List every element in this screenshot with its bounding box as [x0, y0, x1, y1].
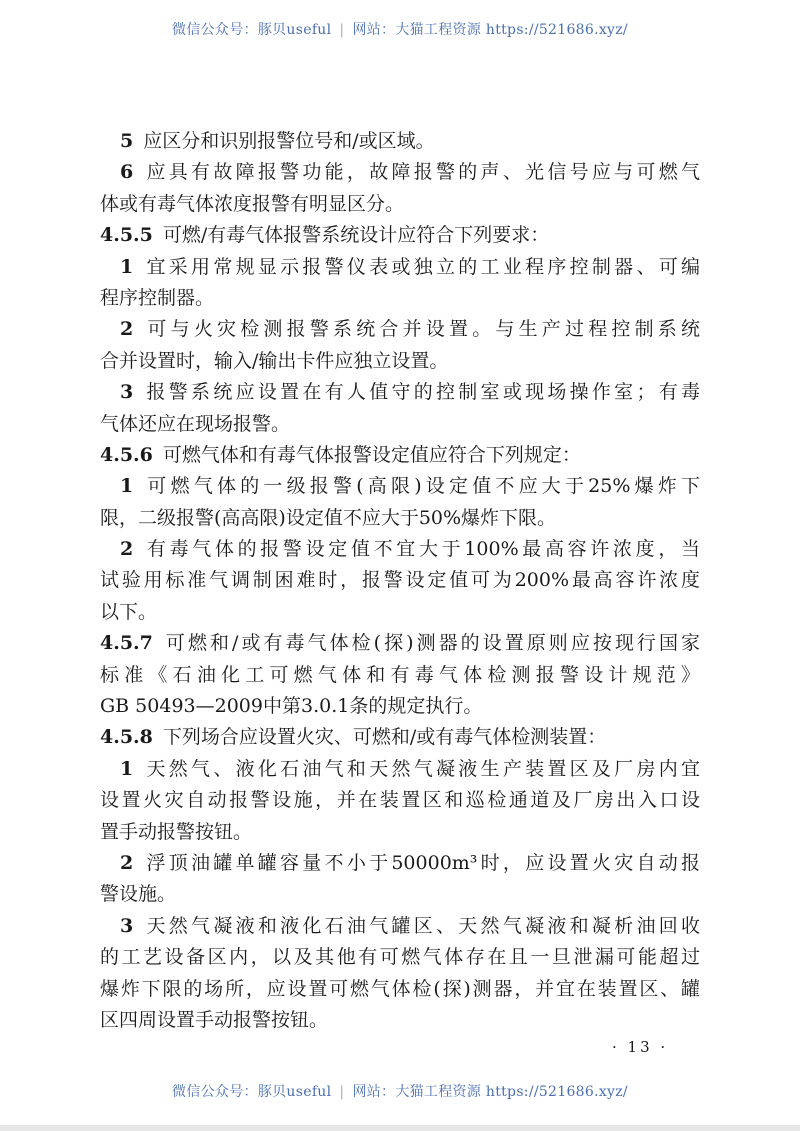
list-item: [100, 157, 700, 220]
watermark-top: [0, 19, 800, 39]
text-line: [100, 911, 700, 942]
text-line: [100, 565, 700, 596]
clause-number: 1: [120, 757, 134, 780]
line-text: 应区分和识别报警位号和/或区域。: [143, 130, 435, 152]
list-item: [100, 471, 700, 534]
line-text: 可燃气体和有毒气体报警设定值应符合下列规定：: [162, 443, 581, 466]
text-line: [100, 314, 700, 345]
list-item: [100, 377, 700, 440]
clause-number: 2: [120, 851, 134, 874]
line-text: 体或有毒气体浓度报警有明显区分。: [100, 192, 405, 215]
text-line: [100, 126, 700, 157]
text-line: [100, 157, 700, 188]
line-text: 警设施。: [100, 883, 177, 906]
line-text: 有毒气体的报警设定值不宜大于100%最高容许浓度，当: [143, 538, 700, 561]
clause: [100, 220, 700, 251]
clause: [100, 628, 700, 722]
watermark-separator: |: [339, 22, 345, 38]
list-item: [100, 911, 700, 1037]
line-text: 标准《石油化工可燃气体和有毒气体检测报警设计规范》: [100, 663, 700, 686]
clause-number: 4.5.6: [100, 443, 153, 466]
text-line: [100, 660, 700, 691]
list-item: [100, 848, 700, 911]
watermark-separator: |: [339, 1084, 345, 1100]
line-text: 应具有故障报警功能，故障报警的声、光信号应与可燃气: [143, 161, 700, 184]
clause: [100, 722, 700, 753]
list-item: [100, 754, 700, 848]
clause-number: 5: [120, 130, 134, 152]
line-text: GB 50493—2009中第3.0.1条的规定执行。: [100, 695, 483, 718]
clause-number: 2: [120, 538, 134, 561]
text-line: [100, 503, 700, 534]
line-text: 报警系统应设置在有人值守的控制室或现场操作室；有毒: [143, 381, 700, 404]
watermark-left: 微信公众号：豚贝useful: [172, 1084, 332, 1100]
watermark-right: 网站：大猫工程资源 https://521686.xyz/: [352, 1084, 628, 1100]
page-number: · 13 ·: [612, 1038, 669, 1056]
watermark-left: 微信公众号：豚贝useful: [172, 22, 332, 38]
text-line: [100, 817, 700, 848]
list-item: [100, 314, 700, 377]
text-line: [100, 848, 700, 879]
line-text: 置手动报警按钮。: [100, 820, 253, 843]
line-text: 设置火灾自动报警设施，并在装置区和巡检通道及厂房出入口设: [100, 789, 700, 812]
text-line: [100, 189, 700, 220]
clause: [100, 440, 700, 471]
text-line: [100, 440, 700, 471]
clause-number: 2: [120, 318, 134, 341]
line-text: 浮顶油罐单罐容量不小于50000m³时，应设置火灾自动报: [143, 851, 700, 874]
text-line: [100, 377, 700, 408]
text-line: [100, 879, 700, 910]
text-line: [100, 252, 700, 283]
line-text: 的工艺设备区内，以及其他有可燃气体存在且一旦泄漏可能超过: [100, 946, 700, 969]
list-item: [100, 126, 700, 157]
line-text: 爆炸下限的场所，应设置可燃气体检(探)测器，并宜在装置区、罐: [100, 977, 700, 1000]
clause-number: 4.5.8: [100, 726, 153, 749]
line-text: 天然气、液化石油气和天然气凝液生产装置区及厂房内宜: [143, 757, 700, 780]
line-text: 限，二级报警(高高限)设定值不应大于50%爆炸下限。: [100, 506, 557, 529]
line-text: 以下。: [100, 600, 158, 623]
watermark-bottom: [0, 1081, 800, 1101]
clause-number: 4.5.5: [100, 224, 153, 247]
text-line: [100, 1005, 700, 1036]
watermark-right: 网站：大猫工程资源 https://521686.xyz/: [352, 22, 628, 38]
list-item: [100, 534, 700, 628]
line-text: 下列场合应设置火灾、可燃和/或有毒气体检测装置：: [162, 726, 607, 749]
line-text: 天然气凝液和液化石油气罐区、天然气凝液和凝析油回收: [143, 914, 700, 937]
line-text: 区四周设置手动报警按钮。: [100, 1008, 329, 1031]
line-text: 宜采用常规显示报警仪表或独立的工业程序控制器、可编: [143, 255, 700, 278]
document-body: [100, 126, 700, 1036]
line-text: 可燃和/或有毒气体检(探)测器的设置原则应按现行国家: [162, 632, 700, 655]
line-text: 合并设置时，输入/输出卡件应独立设置。: [100, 349, 449, 372]
text-line: [100, 220, 700, 251]
clause-number: 6: [120, 161, 134, 184]
text-line: [100, 597, 700, 628]
text-line: [100, 283, 700, 314]
line-text: 程序控制器。: [100, 286, 215, 309]
list-item: [100, 252, 700, 315]
line-text: 气体还应在现场报警。: [100, 412, 291, 435]
clause-number: 3: [120, 914, 134, 937]
clause-number: 1: [120, 475, 134, 498]
text-line: [100, 722, 700, 753]
clause-number: 3: [120, 381, 134, 404]
page-bottom-edge: [0, 1125, 800, 1131]
text-line: [100, 942, 700, 973]
clause-number: 1: [120, 255, 134, 278]
text-line: [100, 628, 700, 659]
text-line: [100, 346, 700, 377]
line-text: 可与火灾检测报警系统合并设置。与生产过程控制系统: [143, 318, 700, 341]
line-text: 可燃/有毒气体报警系统设计应符合下列要求：: [162, 224, 550, 247]
line-text: 试验用标准气调制困难时，报警设定值可为200%最高容许浓度: [100, 569, 700, 592]
clause-number: 4.5.7: [100, 632, 153, 655]
line-text: 可燃气体的一级报警(高限)设定值不应大于25%爆炸下: [143, 475, 700, 498]
text-line: [100, 754, 700, 785]
text-line: [100, 409, 700, 440]
text-line: [100, 974, 700, 1005]
text-line: [100, 785, 700, 816]
text-line: [100, 534, 700, 565]
text-line: [100, 471, 700, 502]
text-line: [100, 691, 700, 722]
